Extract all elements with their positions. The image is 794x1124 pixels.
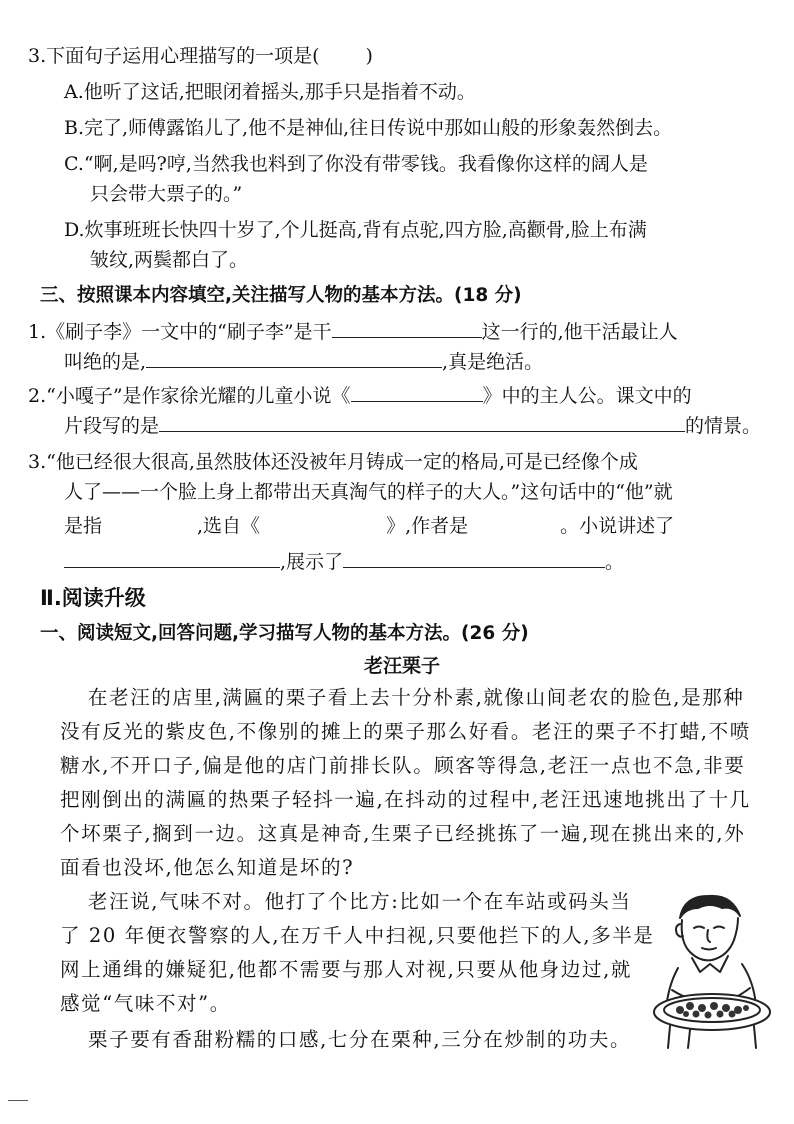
q3-option-a: A.他听了这话,把眼闭着摇头,那手只是指着不动。 — [64, 81, 476, 103]
fill-blank[interactable] — [64, 549, 280, 568]
part2-heading: Ⅱ.阅读升级 — [40, 586, 146, 610]
fill1-line1: 1.《刷子李》一文中的“刷子李”是干 这一行的,他干活最让人 — [28, 321, 678, 343]
q3-option-b: B.完了,师傅露馅儿了,他不是神仙,往日传说中那如山般的形象轰然倒去。 — [64, 117, 673, 139]
passage-line: 个坏栗子,搁到一边。这真是神奇,生栗子已经挑拣了一遍,现在挑出来的,外 — [60, 822, 746, 845]
passage-line: 感觉“气味不对”。 — [60, 992, 231, 1015]
part2-section1-heading: 一、阅读短文,回答问题,学习描写人物的基本方法。(26 分) — [40, 623, 529, 644]
passage-line: 网上通缉的嫌疑犯,他都不需要与那人对视,只要从他身边过,就 — [60, 958, 632, 981]
fill-blank[interactable] — [332, 319, 482, 338]
passage-line: 栗子要有香甜粉糯的口感,七分在栗种,三分在炒制的功夫。 — [88, 1028, 632, 1051]
fill2-line2: 片段写的是 的情景。 — [64, 415, 762, 437]
fill-blank[interactable] — [343, 549, 605, 568]
q3-option-c-line2: 只会带大票子的。” — [90, 183, 243, 205]
fill3-line2: 人了——一个脸上身上都带出天真淘气的样子的大人。”这句话中的“他”就 — [64, 481, 673, 503]
passage-title: 老汪栗子 — [364, 655, 441, 677]
passage-line: 老汪说,气味不对。他打了个比方:比如一个在车站或码头当 — [88, 890, 632, 913]
fill-blank[interactable] — [351, 383, 483, 402]
passage-line: 糖水,不开口子,偏是他的店门前排长队。顾客等得急,老汪一点也不急,非要 — [60, 754, 746, 777]
fill2-line1: 2.“小嘎子”是作家徐光耀的儿童小说《 》中的主人公。课文中的 — [28, 385, 692, 407]
fill-blank[interactable] — [146, 349, 442, 368]
passage-line: 了 20 年便衣警察的人,在万千人中扫视,只要他拦下的人,多半是 — [60, 924, 655, 947]
passage-line: 把刚倒出的满匾的热栗子轻抖一遍,在抖动的过程中,老汪迅速地挑出了十几 — [60, 788, 751, 811]
q3-option-c-line1: C.“啊,是吗?哼,当然我也料到了你没有带零钱。我看像你这样的阔人是 — [64, 153, 648, 175]
page-margin-mark — [8, 1100, 28, 1101]
passage-line: 在老汪的店里,满匾的栗子看上去十分朴素,就像山间老农的脸色,是那种 — [88, 686, 745, 709]
passage-line: 面看也没坏,他怎么知道是坏的? — [60, 856, 355, 879]
fill3-line4: ,展示了 。 — [64, 548, 624, 576]
q3-option-d-line2: 皱纹,两鬓都白了。 — [90, 249, 249, 271]
fill3-line1: 3.“他已经很大很高,虽然肢体还没被年月铸成一定的格局,可是已经像个成 — [28, 451, 638, 473]
section3-heading: 三、按照课本内容填空,关注描写人物的基本方法。(18 分) — [40, 285, 522, 306]
q3-option-d-line1: D.炊事班班长快四十岁了,个儿挺高,背有点驼,四方脸,高颧骨,脸上布满 — [64, 219, 647, 241]
q3-stem: 3.下面句子运用心理描写的一项是( ) — [28, 45, 373, 67]
fill-blank[interactable] — [159, 413, 685, 432]
fill1-line2: 叫绝的是, ,真是绝活。 — [64, 351, 544, 373]
chestnut-vendor-illustration — [650, 890, 780, 1050]
passage-line: 没有反光的紫皮色,不像别的摊上的栗子那么好看。老汪的栗子不打蜡,不喷 — [60, 720, 751, 743]
fill3-line3: 是指 ,选自《 》,作者是 。小说讲述了 — [64, 515, 675, 537]
